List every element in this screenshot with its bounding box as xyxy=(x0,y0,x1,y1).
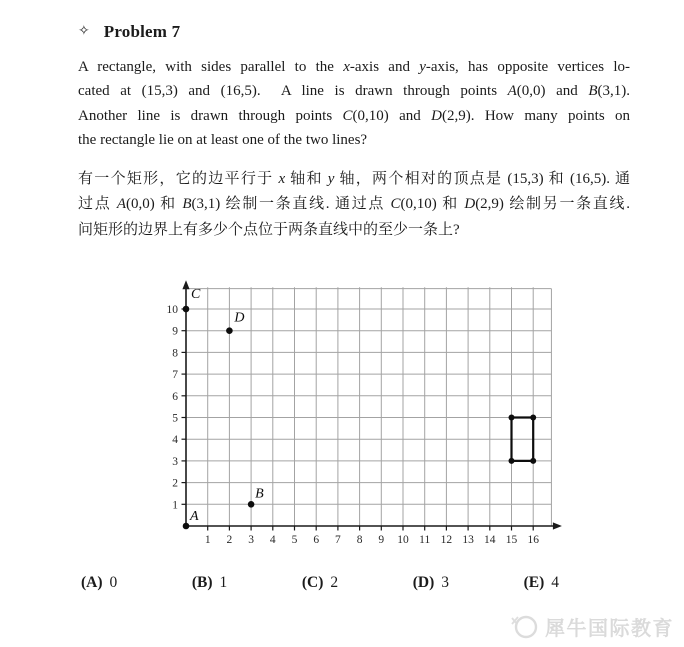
diamond-star-icon: ✧ xyxy=(78,23,90,39)
coordinate-grid xyxy=(150,279,600,549)
english-text-line-4: the rectangle lie on at least one of the two lines? xyxy=(78,132,368,149)
x-tick-label: 11 xyxy=(419,534,431,547)
y-tick-label: 6 xyxy=(172,391,178,404)
answer-value: 0 xyxy=(109,574,118,592)
x-tick-label: 7 xyxy=(335,534,341,547)
x-tick-label: 15 xyxy=(505,534,518,547)
y-tick-label: 2 xyxy=(172,478,178,491)
y-tick-label: 9 xyxy=(172,326,178,339)
x-tick-label: 6 xyxy=(313,534,320,547)
answer-letter: (B) xyxy=(191,574,213,592)
answer-option-a[interactable] xyxy=(81,574,117,592)
english-text-line-3: Another line is drawn through points C(0,10) and D(2,9). How many points on xyxy=(78,107,631,124)
x-tick-label: 14 xyxy=(484,534,496,547)
point-label-b: B xyxy=(255,486,264,502)
rectangle-corner-point xyxy=(530,415,536,421)
point-label-c: C xyxy=(191,287,201,303)
answer-value: 3 xyxy=(441,574,449,592)
rectangle-corner-point xyxy=(509,458,515,464)
answer-letter: (E) xyxy=(523,574,545,592)
data-point-a xyxy=(183,523,190,530)
answer-letter: (D) xyxy=(412,574,435,592)
x-tick-label: 2 xyxy=(226,534,233,547)
x-tick-label: 5 xyxy=(291,534,298,547)
x-tick-label: 16 xyxy=(527,534,539,547)
data-point-c xyxy=(183,306,190,313)
watermark xyxy=(510,612,674,641)
answer-option-d[interactable] xyxy=(413,574,449,592)
x-tick-label: 9 xyxy=(378,534,385,547)
watermark-logo-icon xyxy=(510,613,538,641)
y-tick-label: 4 xyxy=(172,434,178,447)
answer-option-b[interactable] xyxy=(192,574,227,592)
rectangle-corner-point xyxy=(509,415,515,421)
problem-text-chinese xyxy=(78,167,630,244)
x-tick-label: 1 xyxy=(204,534,211,547)
x-tick-label: 4 xyxy=(269,534,276,547)
x-tick-label: 8 xyxy=(356,534,363,547)
answer-choices-row xyxy=(81,574,559,592)
data-point-d xyxy=(226,328,233,335)
answer-letter: (A) xyxy=(81,574,103,592)
english-text-line-1: A rectangle, with sides parallel to the x-axis and y-axis, has opposite vertices lo- xyxy=(78,59,630,75)
y-tick-label: 7 xyxy=(172,369,178,382)
data-point-b xyxy=(248,501,255,508)
y-tick-label: 8 xyxy=(172,347,178,360)
rectangle-corner-point xyxy=(530,458,536,464)
problem-title: Problem 7 xyxy=(103,22,181,41)
y-tick-label: 5 xyxy=(172,412,178,425)
answer-value: 1 xyxy=(219,574,228,592)
coordinate-grid-figure xyxy=(150,279,684,549)
answer-option-e[interactable] xyxy=(524,574,559,592)
y-tick-label: 1 xyxy=(172,499,178,512)
english-text-line-2: cated at (15,3) and (16,5). A line is drawn through points A(0,0) and B(3,1). xyxy=(78,83,630,100)
watermark-text: 犀牛国际教育 xyxy=(545,618,674,640)
problem-heading xyxy=(78,22,684,42)
y-tick-label: 3 xyxy=(172,456,178,469)
answer-value: 4 xyxy=(551,574,559,592)
y-axis-arrow-icon xyxy=(182,281,189,290)
point-label-d: D xyxy=(234,311,245,327)
answer-value: 2 xyxy=(330,574,339,592)
answer-letter: (C) xyxy=(301,574,324,592)
chinese-text-line-3: 问矩形的边界上有多少个点位于两条直线中的至少一条上? xyxy=(78,221,460,238)
x-axis-arrow-icon xyxy=(553,523,562,530)
x-tick-label: 3 xyxy=(248,534,254,547)
y-tick-label: 10 xyxy=(166,304,178,317)
problem-text-english xyxy=(78,55,630,153)
chinese-text-line-2: 过点 A(0,0) 和 B(3,1) 绘制一条直线. 通过点 C(0,10) 和 D(2,9) 绘制另一条直线. xyxy=(78,196,630,213)
chinese-text-line-1: 有一个矩形，它的边平行于 x 轴和 y 轴，两个相对的顶点是 (15,3) 和 (16,5). 通 xyxy=(78,170,630,187)
point-label-a: A xyxy=(190,509,199,525)
answer-option-c[interactable] xyxy=(302,574,338,592)
x-tick-label: 12 xyxy=(440,534,453,547)
x-tick-label: 13 xyxy=(462,534,474,547)
x-tick-label: 10 xyxy=(397,534,409,547)
